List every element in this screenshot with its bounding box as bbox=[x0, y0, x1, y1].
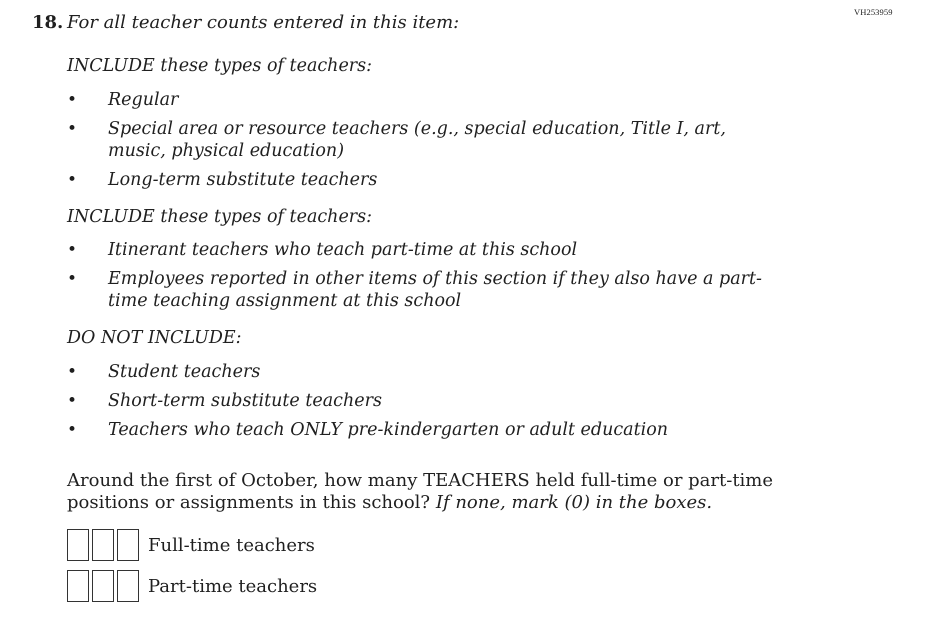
part-time-digit-box-1[interactable] bbox=[67, 570, 89, 602]
list-item: Special area or resource teachers (e.g., special education, Title I, art, music, physical education) bbox=[108, 119, 726, 161]
part-time-digit-box-2[interactable] bbox=[92, 570, 114, 602]
part-time-entry-row bbox=[67, 569, 317, 603]
form-id: VH253959 bbox=[854, 7, 893, 17]
part-time-label: Part-time teachers bbox=[148, 575, 318, 597]
list-item: Employees reported in other items of this section if they also have a part-time teaching assignment at this school bbox=[108, 269, 762, 311]
bullet: • bbox=[67, 362, 78, 382]
include-heading-1: INCLUDE these types of teachers: bbox=[67, 56, 373, 76]
question-instruction: If none, mark (0) in the boxes. bbox=[435, 492, 713, 513]
list-item: Student teachers bbox=[108, 362, 261, 382]
list-item: Teachers who teach ONLY pre-kindergarten or adult education bbox=[108, 420, 669, 440]
bullet: • bbox=[67, 420, 78, 440]
include-heading-2: INCLUDE these types of teachers: bbox=[67, 207, 373, 227]
question-text: Around the first of October, how many TEACHERS held full-time or part-time positions or assignments in this school? bbox=[67, 470, 774, 513]
bullet: • bbox=[67, 170, 78, 190]
bullet: • bbox=[67, 391, 78, 411]
list-item: Short-term substitute teachers bbox=[108, 391, 382, 411]
list-item: Regular bbox=[108, 90, 179, 110]
full-time-entry-row bbox=[67, 528, 315, 562]
part-time-digit-box-3[interactable] bbox=[117, 570, 139, 602]
full-time-digit-box-2[interactable] bbox=[92, 529, 114, 561]
list-item: Itinerant teachers who teach part-time at this school bbox=[108, 240, 578, 260]
bullet: • bbox=[67, 119, 78, 139]
exclude-heading: DO NOT INCLUDE: bbox=[67, 328, 242, 348]
full-time-digit-box-1[interactable] bbox=[67, 529, 89, 561]
question-prompt bbox=[67, 470, 857, 514]
bullet: • bbox=[67, 240, 78, 260]
bullet: • bbox=[67, 269, 78, 289]
question-number: 18. bbox=[32, 12, 64, 33]
list-item: Long-term substitute teachers bbox=[108, 170, 378, 190]
question-intro: For all teacher counts entered in this item: bbox=[67, 12, 460, 33]
bullet: • bbox=[67, 90, 78, 110]
full-time-label: Full-time teachers bbox=[148, 534, 315, 556]
full-time-digit-box-3[interactable] bbox=[117, 529, 139, 561]
